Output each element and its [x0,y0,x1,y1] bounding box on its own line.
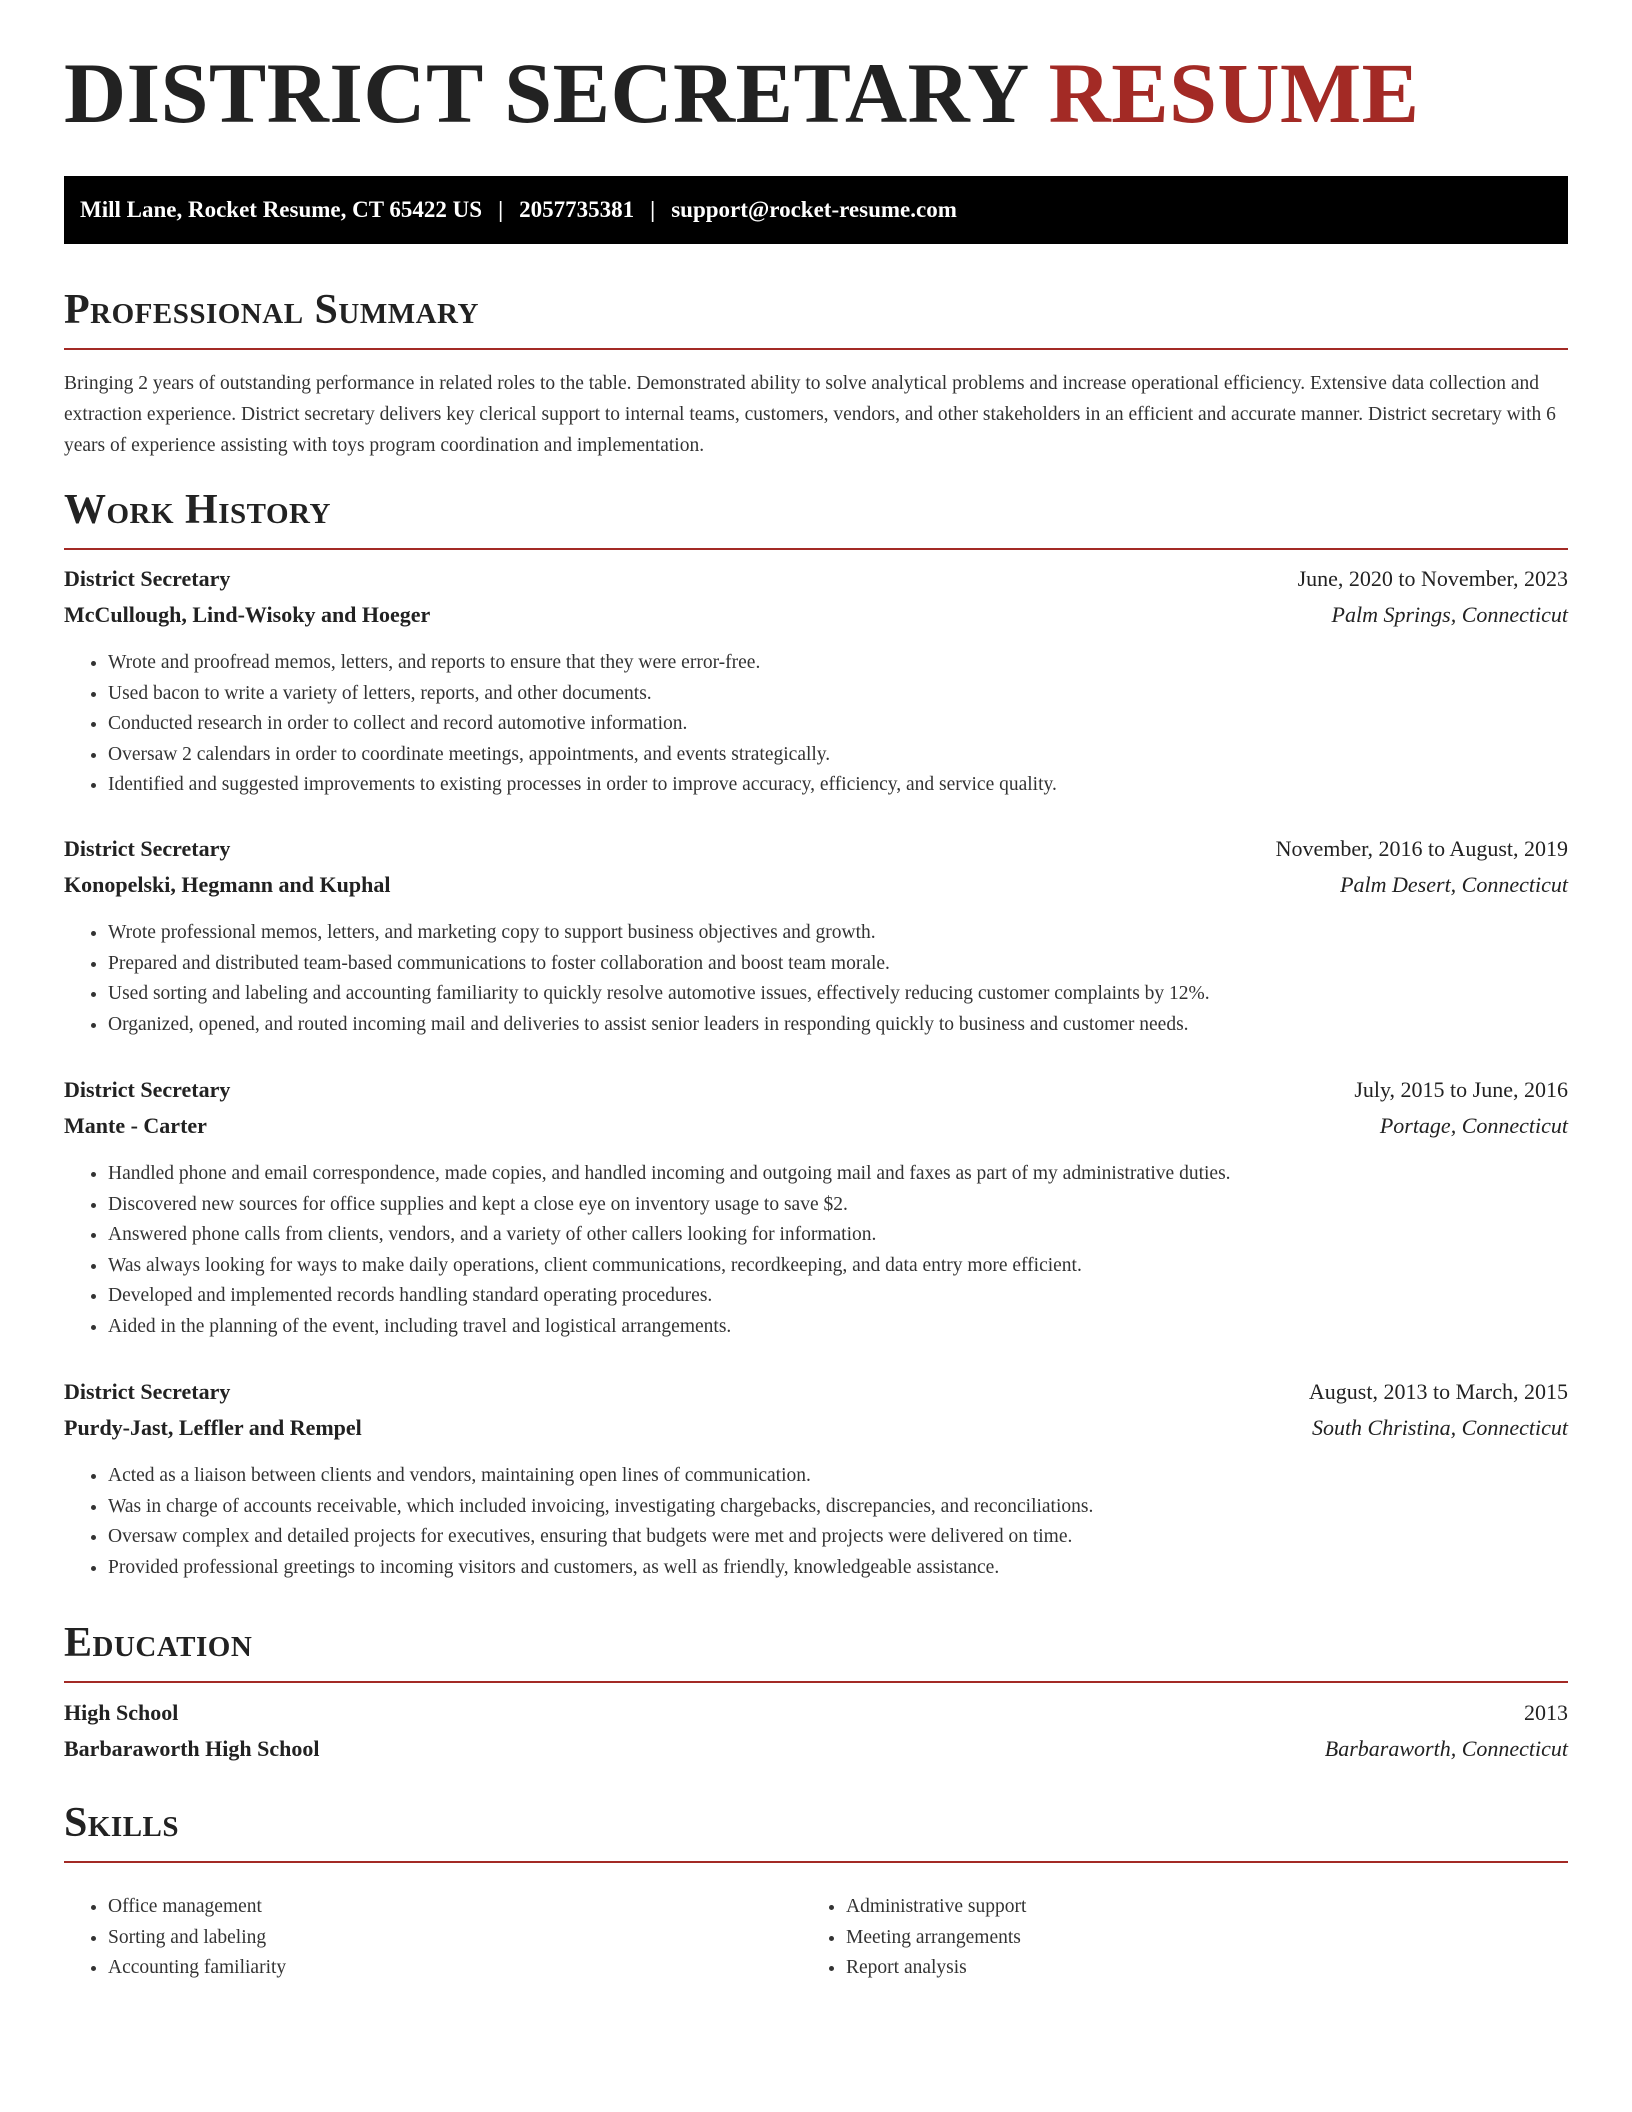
contact-phone[interactable]: 2057735381 [519,197,635,222]
skill-item: • Report analysis [846,1953,1502,1984]
job-bullet: • Prepared and distributed team-based communications to foster collaboration and boost team morale. [108,949,1568,980]
summary-heading: Professional Summary [64,287,479,333]
job-bullet: • Conducted research in order to collect and record automotive information. [108,709,1568,740]
job-dates: July, 2015 to June, 2016 [1354,1077,1568,1102]
summary-text: Bringing 2 years of outstanding performance in related roles to the table. Demonstrated ability to solve analytical problems and increase operational efficiency. Extensive data collection and extraction experience. District secretary delivers key clerical support to internal teams, customers, vendors, and other stakeholders in an efficient and accurate manner. District secretary with 6 years of experience assisting with toys program coordination and implementation. [64,373,1556,456]
skill-item: • Sorting and labeling [108,1923,764,1954]
job-title: District Secretary [64,836,231,861]
job-header-row [64,566,1568,602]
skill-item: • Meeting arrangements [846,1923,1502,1954]
job-company: Purdy-Jast, Leffler and Rempel [64,1415,362,1440]
job-bullet: • Used sorting and labeling and accounting familiarity to quickly resolve automotive issues, effectively reducing customer complaints by 12%. [108,979,1568,1010]
job-header-row [64,836,1568,872]
education-location: Barbaraworth, Connecticut [1324,1736,1568,1761]
contact-separator: | [650,197,656,222]
job-bullet: • Oversaw complex and detailed projects for executives, ensuring that budgets were met and projects were delivered on time. [108,1522,1568,1553]
job-bullet: • Acted as a liaison between clients and vendors, maintaining open lines of communication. [108,1461,1568,1492]
job-bullet: • Used bacon to write a variety of letters, reports, and other documents. [108,679,1568,710]
resume-title [64,45,1420,141]
job-location: Palm Springs, Connecticut [1331,602,1568,627]
job-company-row [64,602,1568,638]
job-location: South Christina, Connecticut [1311,1415,1568,1440]
job-bullets [64,918,1568,1040]
job-bullets [64,648,1568,801]
job-dates: August, 2013 to March, 2015 [1308,1379,1568,1404]
contact-address: Mill Lane, Rocket Resume, CT 65422 US [80,197,483,222]
job-bullets [64,1461,1568,1583]
job-bullet: • Wrote and proofread memos, letters, and reports to ensure that they were error-free. [108,648,1568,679]
education-degree: High School [64,1700,179,1725]
job-location: Palm Desert, Connecticut [1340,872,1568,897]
job-dates: November, 2016 to August, 2019 [1275,836,1568,861]
job-company: Konopelski, Hegmann and Kuphal [64,872,391,897]
education-year: 2013 [1524,1700,1568,1725]
job-dates: June, 2020 to November, 2023 [1297,566,1568,591]
job-bullet: • Oversaw 2 calendars in order to coordinate meetings, appointments, and events strategically. [108,740,1568,771]
job-bullet: • Was in charge of accounts receivable, which included invoicing, investigating chargebacks, discrepancies, and reconciliations. [108,1492,1568,1523]
education-entry [64,1700,1568,1772]
job-header-row [64,1077,1568,1113]
job-bullet: • Handled phone and email correspondence, made copies, and handled incoming and outgoing mail and faxes as part of my administrative duties. [108,1159,1568,1190]
skills-list-right [802,1892,1502,1984]
skills-column-left [64,1892,764,1984]
skills-rule [64,1861,1568,1863]
skill-item: • Office management [108,1892,764,1923]
job-company-row [64,1415,1568,1451]
job-title: District Secretary [64,1379,231,1404]
contact-bar [64,176,1568,244]
work-history-heading: Work History [64,487,331,533]
job-bullet: • Aided in the planning of the event, including travel and logistical arrangements. [108,1312,1568,1343]
work-history-rule [64,548,1568,550]
job-bullet: • Identified and suggested improvements to existing processes in order to improve accuracy, efficiency, and service quality. [108,770,1568,801]
job-entry [64,836,1568,1040]
job-bullet: • Wrote professional memos, letters, and marketing copy to support business objectives and growth. [108,918,1568,949]
job-bullet: • Developed and implemented records handling standard operating procedures. [108,1281,1568,1312]
skills-heading: Skills [64,1800,180,1846]
skill-item: • Accounting familiarity [108,1953,764,1984]
job-location: Portage, Connecticut [1379,1113,1568,1138]
job-entry [64,1077,1568,1342]
education-school-row [64,1736,1568,1772]
education-degree-row [64,1700,1568,1736]
job-company: McCullough, Lind-Wisoky and Hoeger [64,602,431,627]
education-rule [64,1681,1568,1683]
job-bullet: • Organized, opened, and routed incoming mail and deliveries to assist senior leaders in responding quickly to business and customer needs. [108,1010,1568,1041]
job-company: Mante - Carter [64,1113,207,1138]
contact-email[interactable]: support@rocket-resume.com [671,197,957,222]
job-entry [64,1379,1568,1583]
job-bullet: • Discovered new sources for office supplies and kept a close eye on inventory usage to save $2. [108,1190,1568,1221]
education-school: Barbaraworth High School [64,1736,320,1761]
job-title: District Secretary [64,566,231,591]
job-bullet: • Answered phone calls from clients, vendors, and a variety of other callers looking for information. [108,1220,1568,1251]
skills-column-right [802,1892,1502,1984]
contact-separator: | [498,197,504,222]
job-entry [64,566,1568,801]
job-bullet: • Provided professional greetings to incoming visitors and customers, as well as friendly, knowledgeable assistance. [108,1553,1568,1584]
title-accent: RESUME [1048,45,1420,141]
job-bullets [64,1159,1568,1342]
job-company-row [64,1113,1568,1149]
job-company-row [64,872,1568,908]
skills-list-left [64,1892,764,1984]
education-heading: Education [64,1620,253,1666]
summary-rule [64,348,1568,350]
skill-item: • Administrative support [846,1892,1502,1923]
job-header-row [64,1379,1568,1415]
job-bullet: • Was always looking for ways to make daily operations, client communications, recordkeeping, and data entry more efficient. [108,1251,1568,1282]
job-title: District Secretary [64,1077,231,1102]
title-main: DISTRICT SECRETARY [64,45,1027,141]
